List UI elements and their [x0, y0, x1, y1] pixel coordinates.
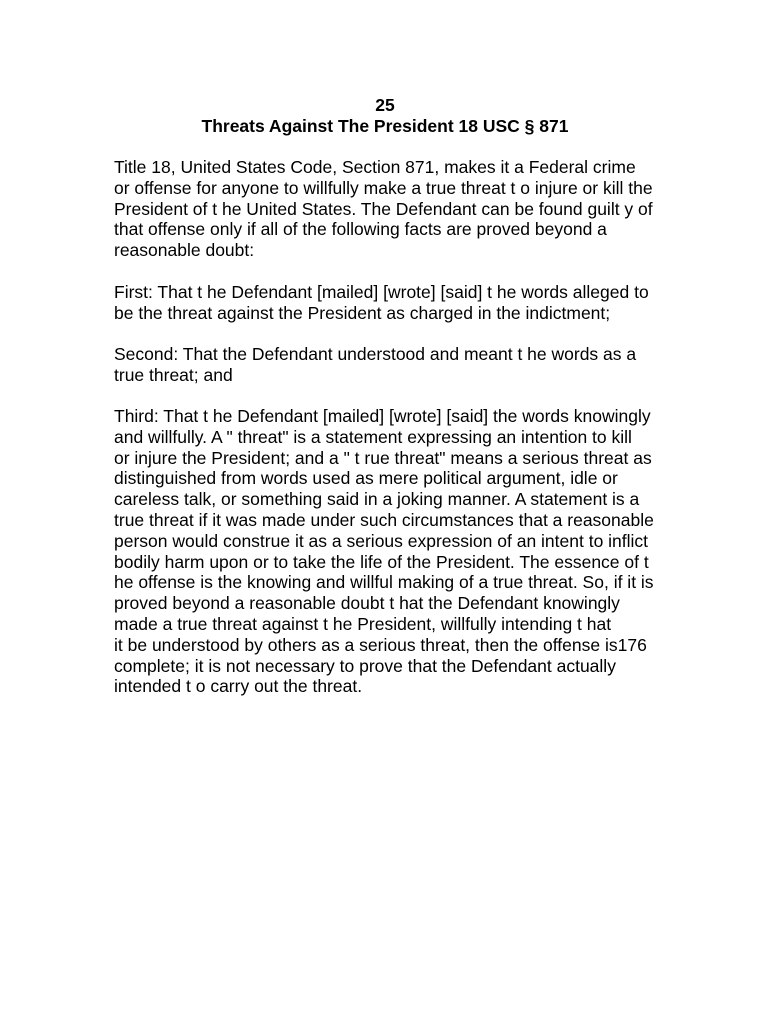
text-line: it be understood by others as a serious threat, then the offense is176 [114, 634, 647, 655]
text-line: or injure the President; and a " t rue threat" means a serious threat as [114, 447, 652, 468]
paragraph-third-element [114, 406, 654, 697]
text-line: careless talk, or something said in a joking manner. A statement is a [114, 489, 640, 510]
text-line: complete; it is not necessary to prove that the Defendant actually [114, 655, 616, 676]
text-line: proved beyond a reasonable doubt t hat the Defendant knowingly [114, 593, 620, 614]
text-line: true threat; and [114, 364, 233, 385]
text-line: intended t o carry out the threat. [114, 676, 363, 697]
text-line: and willfully. A " threat" is a statement expressing an intention to kill [114, 426, 632, 447]
text-line: Third: That t he Defendant [mailed] [wrote] [said] the words knowingly [114, 406, 651, 426]
text-line: person would construe it as a serious expression of an intent to inflict [114, 530, 649, 551]
text-line: Title 18, United States Code, Section 871, makes it a Federal crime [114, 157, 636, 177]
text-line: President of t he United States. The Defendant can be found guilt y of [114, 198, 653, 219]
page-title: Threats Against The President 18 USC § 871 [201, 116, 569, 136]
paragraph-intro [114, 157, 653, 261]
text-line: that offense only if all of the following facts are proved beyond a [114, 219, 607, 240]
paragraph-second-element [114, 344, 636, 386]
text-line: be the threat against the President as charged in the indictment; [114, 302, 611, 323]
text-line: made a true threat against t he President, willfully intending t hat [114, 613, 612, 634]
text-line: distinguished from words used as mere political argument, idle or [114, 468, 618, 489]
paragraph-first-element [114, 282, 649, 324]
text-line: or offense for anyone to willfully make a true threat t o injure or kill the [114, 177, 653, 198]
text-line: Second: That the Defendant understood and meant t he words as a [114, 344, 637, 364]
text-line: bodily harm upon or to take the life of the President. The essence of t [114, 551, 649, 572]
text-line: First: That t he Defendant [mailed] [wrote] [said] t he words alleged to [114, 282, 649, 302]
text-line: reasonable doubt: [114, 240, 255, 261]
text-line: true threat if it was made under such circumstances that a reasonable [114, 509, 654, 530]
text-line: he offense is the knowing and willful making of a true threat. So, if it is [114, 572, 654, 593]
page-number: 25 [375, 95, 395, 115]
